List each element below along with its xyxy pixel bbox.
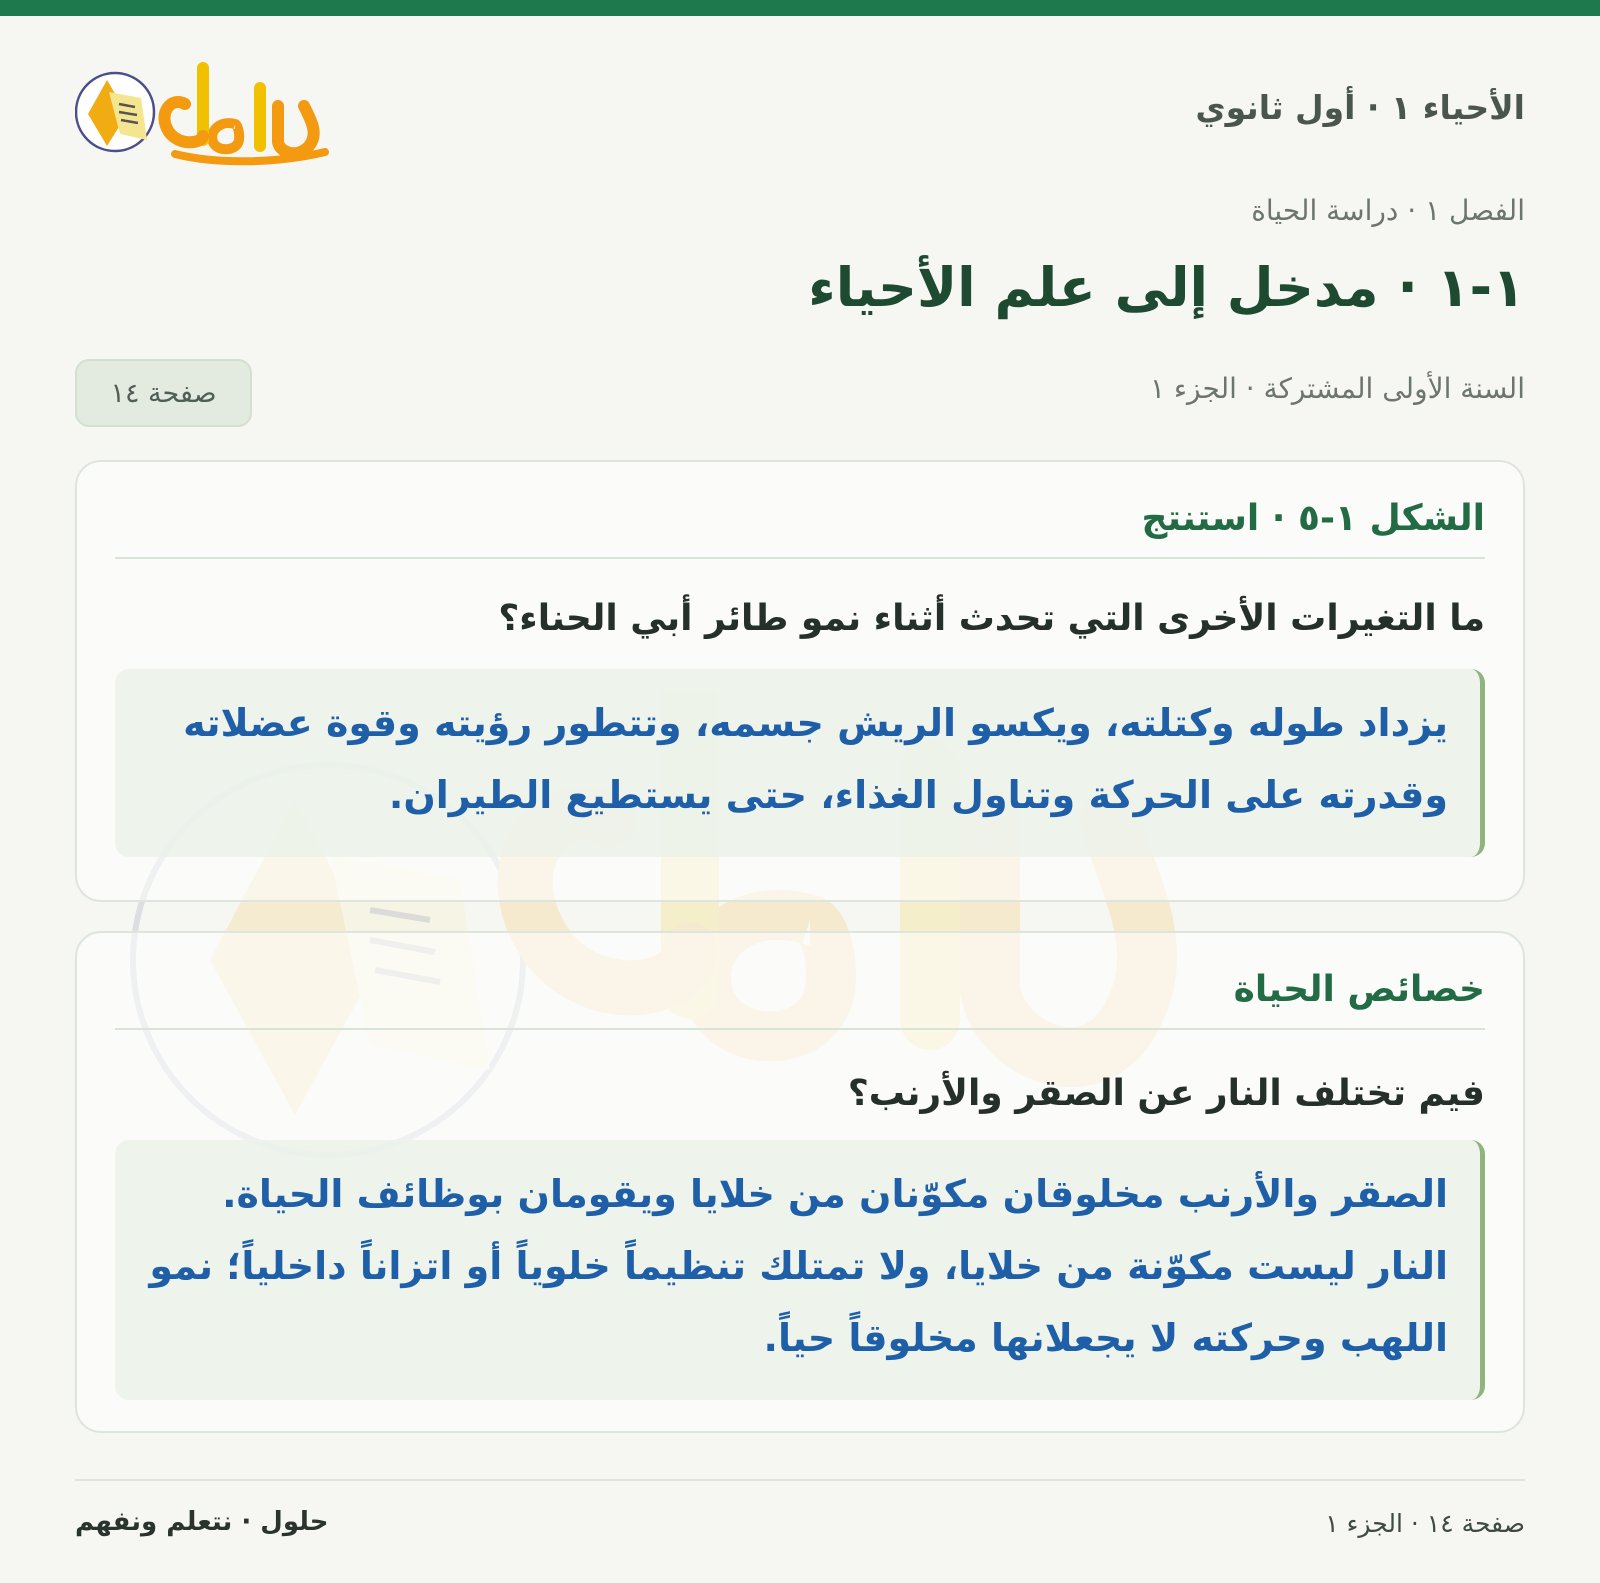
hulul-logo[interactable] [75, 54, 345, 174]
divider [115, 557, 1485, 559]
answer-box: يزداد طوله وكتلته، ويكسو الريش جسمه، وتتطور رؤيته وقوة عضلاته وقدرته على الحركة وتناول الغذاء، حتى يستطيع الطيران. [115, 669, 1485, 857]
footer-brand: حلول · نتعلم ونفهم [75, 1507, 329, 1537]
card-title: خصائص الحياة [1233, 969, 1485, 1010]
question-text: فيم تختلف النار عن الصقر والأرنب؟ [847, 1073, 1485, 1114]
divider [115, 1028, 1485, 1030]
footer-page-info: صفحة ١٤ · الجزء ١ [1325, 1509, 1525, 1538]
footer-divider [75, 1479, 1525, 1481]
question-card [75, 931, 1525, 1433]
chapter-label: الفصل ١ · دراسة الحياة [1251, 194, 1525, 227]
book-title: الأحياء ١ · أول ثانوي [1195, 88, 1525, 127]
header [75, 16, 1525, 191]
grade-meta: السنة الأولى المشتركة · الجزء ١ [1149, 372, 1525, 405]
lesson-title: ١-١ · مدخل إلى علم الأحياء [808, 256, 1525, 319]
top-accent-bar [0, 0, 1600, 16]
card-title: الشكل ١-٥ · استنتج [1141, 498, 1485, 539]
page [75, 16, 1525, 1583]
question-text: ما التغيرات الأخرى التي تحدث أثناء نمو طائر أبي الحناء؟ [498, 598, 1485, 639]
question-card [75, 460, 1525, 902]
page-badge: صفحة ١٤ [75, 359, 252, 427]
answer-box: الصقر والأرنب مخلوقان مكوّنان من خلايا ويقومان بوظائف الحياة. النار ليست مكوّنة من خلايا، ولا تمتلك تنظيماً خلوياً أو اتزاناً داخلياً؛ نمو اللهب وحركته لا يجعلانها مخلوقاً حياً. [115, 1140, 1485, 1400]
